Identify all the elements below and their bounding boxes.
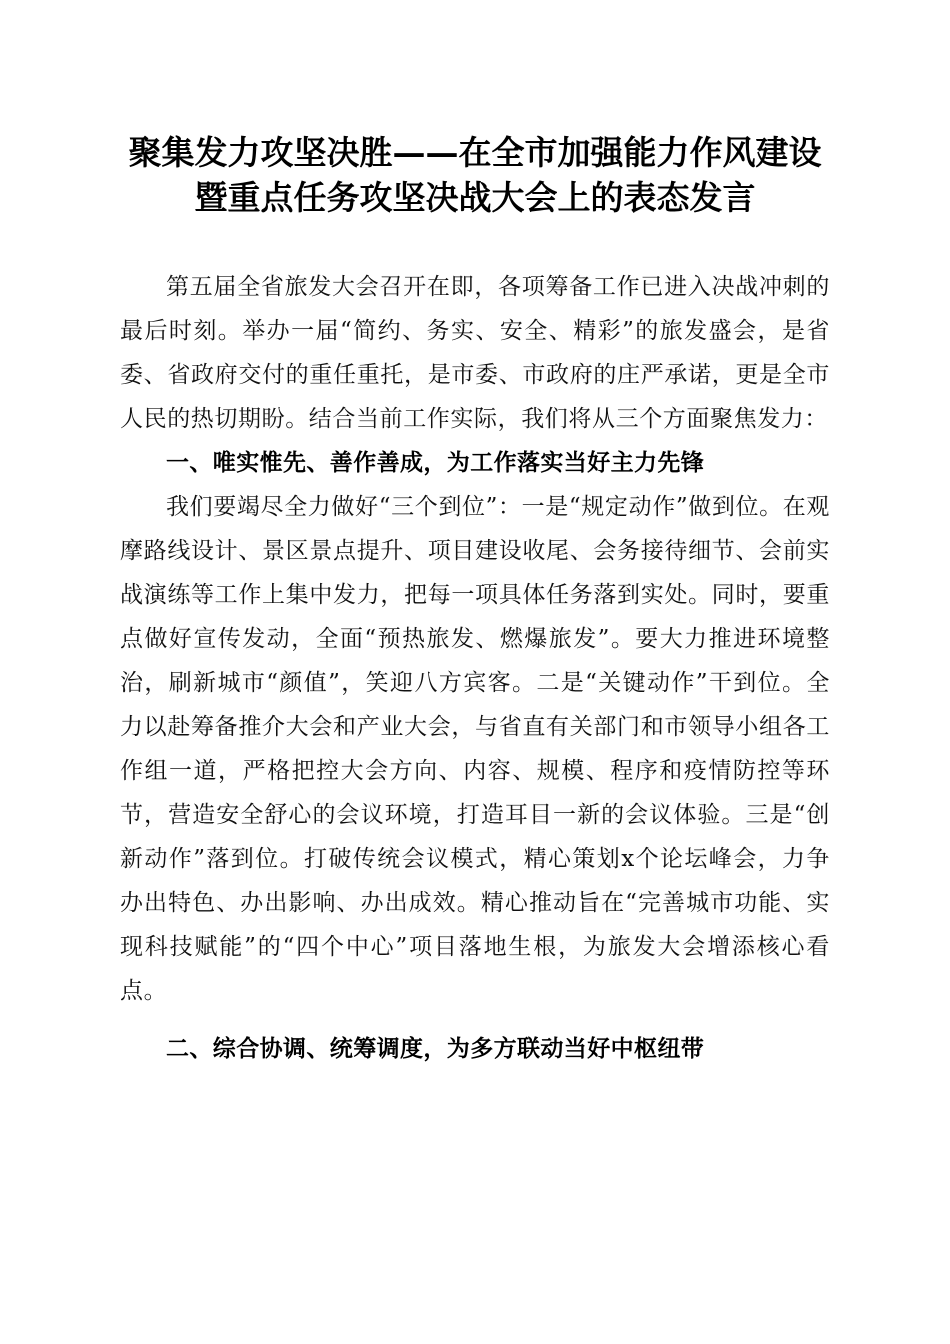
document-title: 聚集发力攻坚决胜——在全市加强能力作风建设暨重点任务攻坚决战大会上的表态发言 <box>128 133 822 217</box>
section-2-heading: 二、综合协调、统筹调度，为多方联动当好中枢纽带 <box>166 1036 705 1062</box>
document-page <box>120 130 830 1071</box>
intro-paragraph: 第五届全省旅发大会召开在即，各项筹备工作已进入决战冲刺的最后时刻。举办一届“简约、务实、安全、精彩”的旅发盛会，是省委、省政府交付的重任重托，是市委、市政府的庄严承诺，更是全市人民的热切期盼。结合当前工作实际，我们将从三个方面聚焦发力： <box>120 274 830 432</box>
section-1-heading: 一、唯实惟先、善作善成，为工作落实当好主力先锋 <box>166 450 705 476</box>
section-1-paragraph: 我们要竭尽全力做好“三个到位”：一是“规定动作”做到位。在观摩路线设计、景区景点提升、项目建设收尾、会务接待细节、会前实战演练等工作上集中发力，把每一项具体任务落到实处。同时，要重点做好宣传发动，全面“预热旅发、燃爆旅发”。要大力推进环境整治，刷新城市“颜值”，笑迎八方宾客。二是“关键动作”干到位。全力以赴筹备推介大会和产业大会，与省直有关部门和市领导小组各工作组一道，严格把控大会方向、内容、规模、程序和疫情防控等环节，营造安全舒心的会议环境，打造耳目一新的会议体验。三是“创新动作”落到位。打破传统会议模式，精心策划x个论坛峰会，力争办出特色、办出影响、办出成效。精心推动旨在“完善城市功能、实现科技赋能”的“四个中心”项目落地生根，为旅发大会增添核心看点。 <box>120 494 830 1004</box>
